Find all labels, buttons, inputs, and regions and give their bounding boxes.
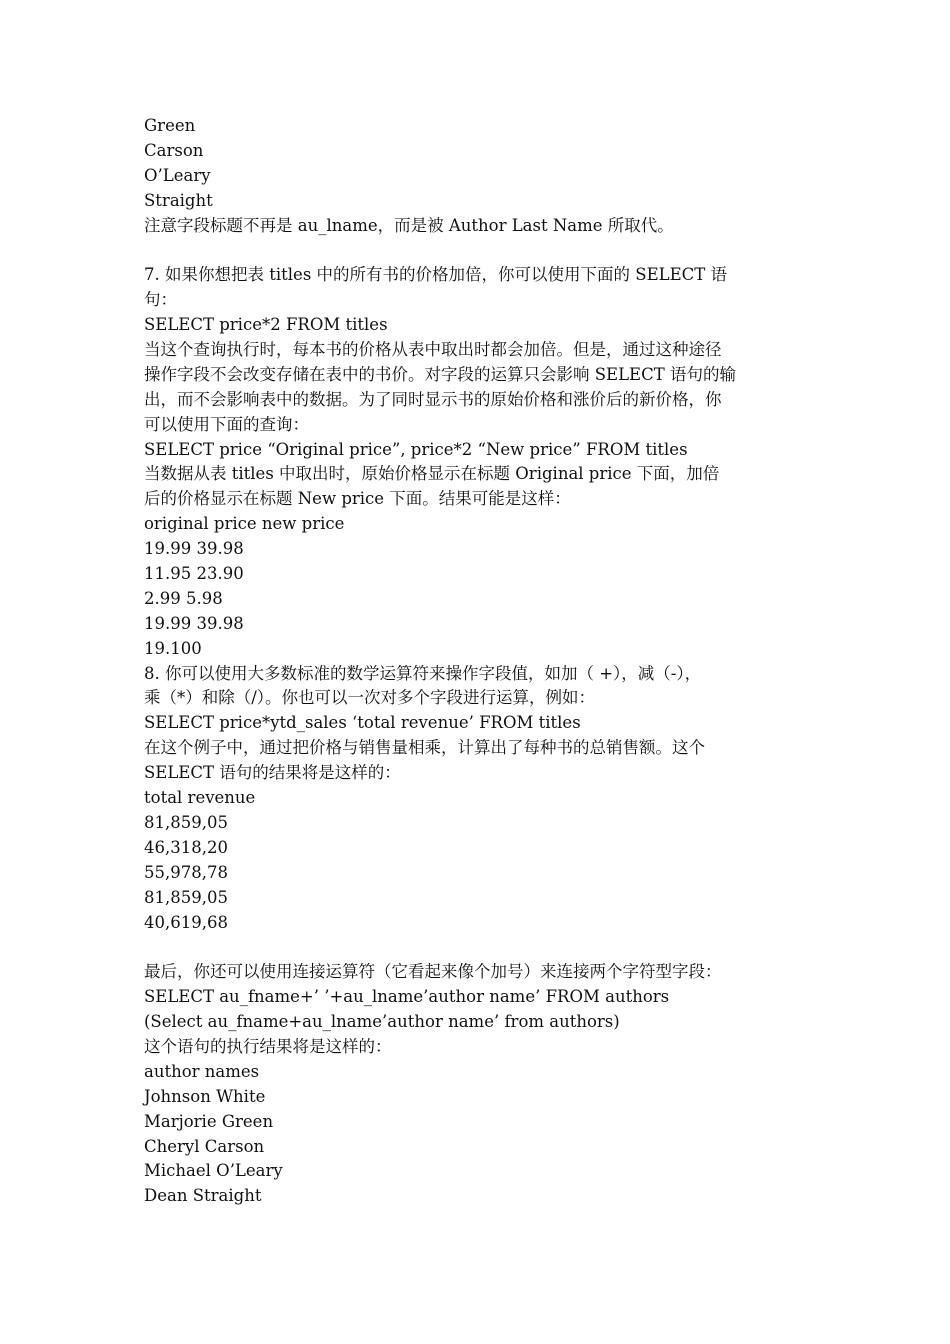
text-line: 在这个例子中，通过把价格与销售量相乘，计算出了每种书的总销售额。这个 <box>144 738 705 758</box>
text-line: 这个语句的执行结果将是这样的： <box>144 1036 392 1056</box>
result-line: 40,619,68 <box>144 912 228 932</box>
text-line: 乘（*）和除（/）。你也可以一次对多个字段进行运算，例如： <box>144 688 596 708</box>
text-line: 当这个查询执行时，每本书的价格从表中取出时都会加倍。但是，通过这种途径 <box>144 340 722 360</box>
text-line: 句： <box>144 290 177 310</box>
text-line: 出，而不会影响表中的数据。为了同时显示书的原始价格和涨价后的新价格，你 <box>144 389 722 409</box>
code-line: SELECT price*2 FROM titles <box>144 315 388 335</box>
text-line: 8. 你可以使用大多数标准的数学运算符来操作字段值，如加（ +），减（-）， <box>144 663 702 683</box>
result-line: 81,859,05 <box>144 812 228 832</box>
text-line: O’Leary <box>144 165 211 185</box>
document-body <box>144 114 814 1209</box>
code-line: SELECT price “Original price”, price*2 “New price” FROM titles <box>144 439 688 459</box>
result-line: Dean Straight <box>144 1186 262 1206</box>
result-line: 19.99 39.98 <box>144 613 244 633</box>
text-line: Carson <box>144 140 204 160</box>
result-line: Michael O’Leary <box>144 1161 283 1181</box>
text-line: 可以使用下面的查询： <box>144 414 309 434</box>
result-line: 2.99 5.98 <box>144 588 223 608</box>
result-line: 19.100 <box>144 638 202 658</box>
text-line: 操作字段不会改变存储在表中的书价。对字段的运算只会影响 SELECT 语句的输 <box>144 364 736 384</box>
text-line: Straight <box>144 190 213 210</box>
text-line: 当数据从表 titles 中取出时，原始价格显示在标题 Original price 下面，加倍 <box>144 464 720 484</box>
blank-line <box>144 238 814 263</box>
result-line: Johnson White <box>144 1086 266 1106</box>
result-line: 81,859,05 <box>144 887 228 907</box>
text-line: Green <box>144 116 196 135</box>
code-line: SELECT price*ytd_sales ‘total revenue’ FROM titles <box>144 713 581 733</box>
result-line: author names <box>144 1061 260 1081</box>
text-line: 注意字段标题不再是 au_lname，而是被 Author Last Name 所取代。 <box>144 215 674 235</box>
text-line: 后的价格显示在标题 New price 下面。结果可能是这样： <box>144 489 571 509</box>
result-line: total revenue <box>144 788 256 808</box>
result-line: original price new price <box>144 514 345 534</box>
text-line: 最后，你还可以使用连接运算符（它看起来像个加号）来连接两个字符型字段： <box>144 962 722 982</box>
result-line: Marjorie Green <box>144 1111 274 1131</box>
result-line: 11.95 23.90 <box>144 564 244 584</box>
code-line: SELECT au_fname+’ ’+au_lname’author name’ FROM authors <box>144 987 670 1007</box>
result-line: 19.99 39.98 <box>144 539 244 559</box>
result-line: 55,978,78 <box>144 862 228 882</box>
result-line: Cheryl Carson <box>144 1136 265 1156</box>
text-line: 7. 如果你想把表 titles 中的所有书的价格加倍，你可以使用下面的 SELECT 语 <box>144 265 727 285</box>
text-line: SELECT 语句的结果将是这样的： <box>144 763 401 783</box>
blank-line <box>144 935 814 960</box>
code-line: (Select au_fname+au_lname’author name’ from authors) <box>144 1012 620 1032</box>
result-line: 46,318,20 <box>144 837 228 857</box>
